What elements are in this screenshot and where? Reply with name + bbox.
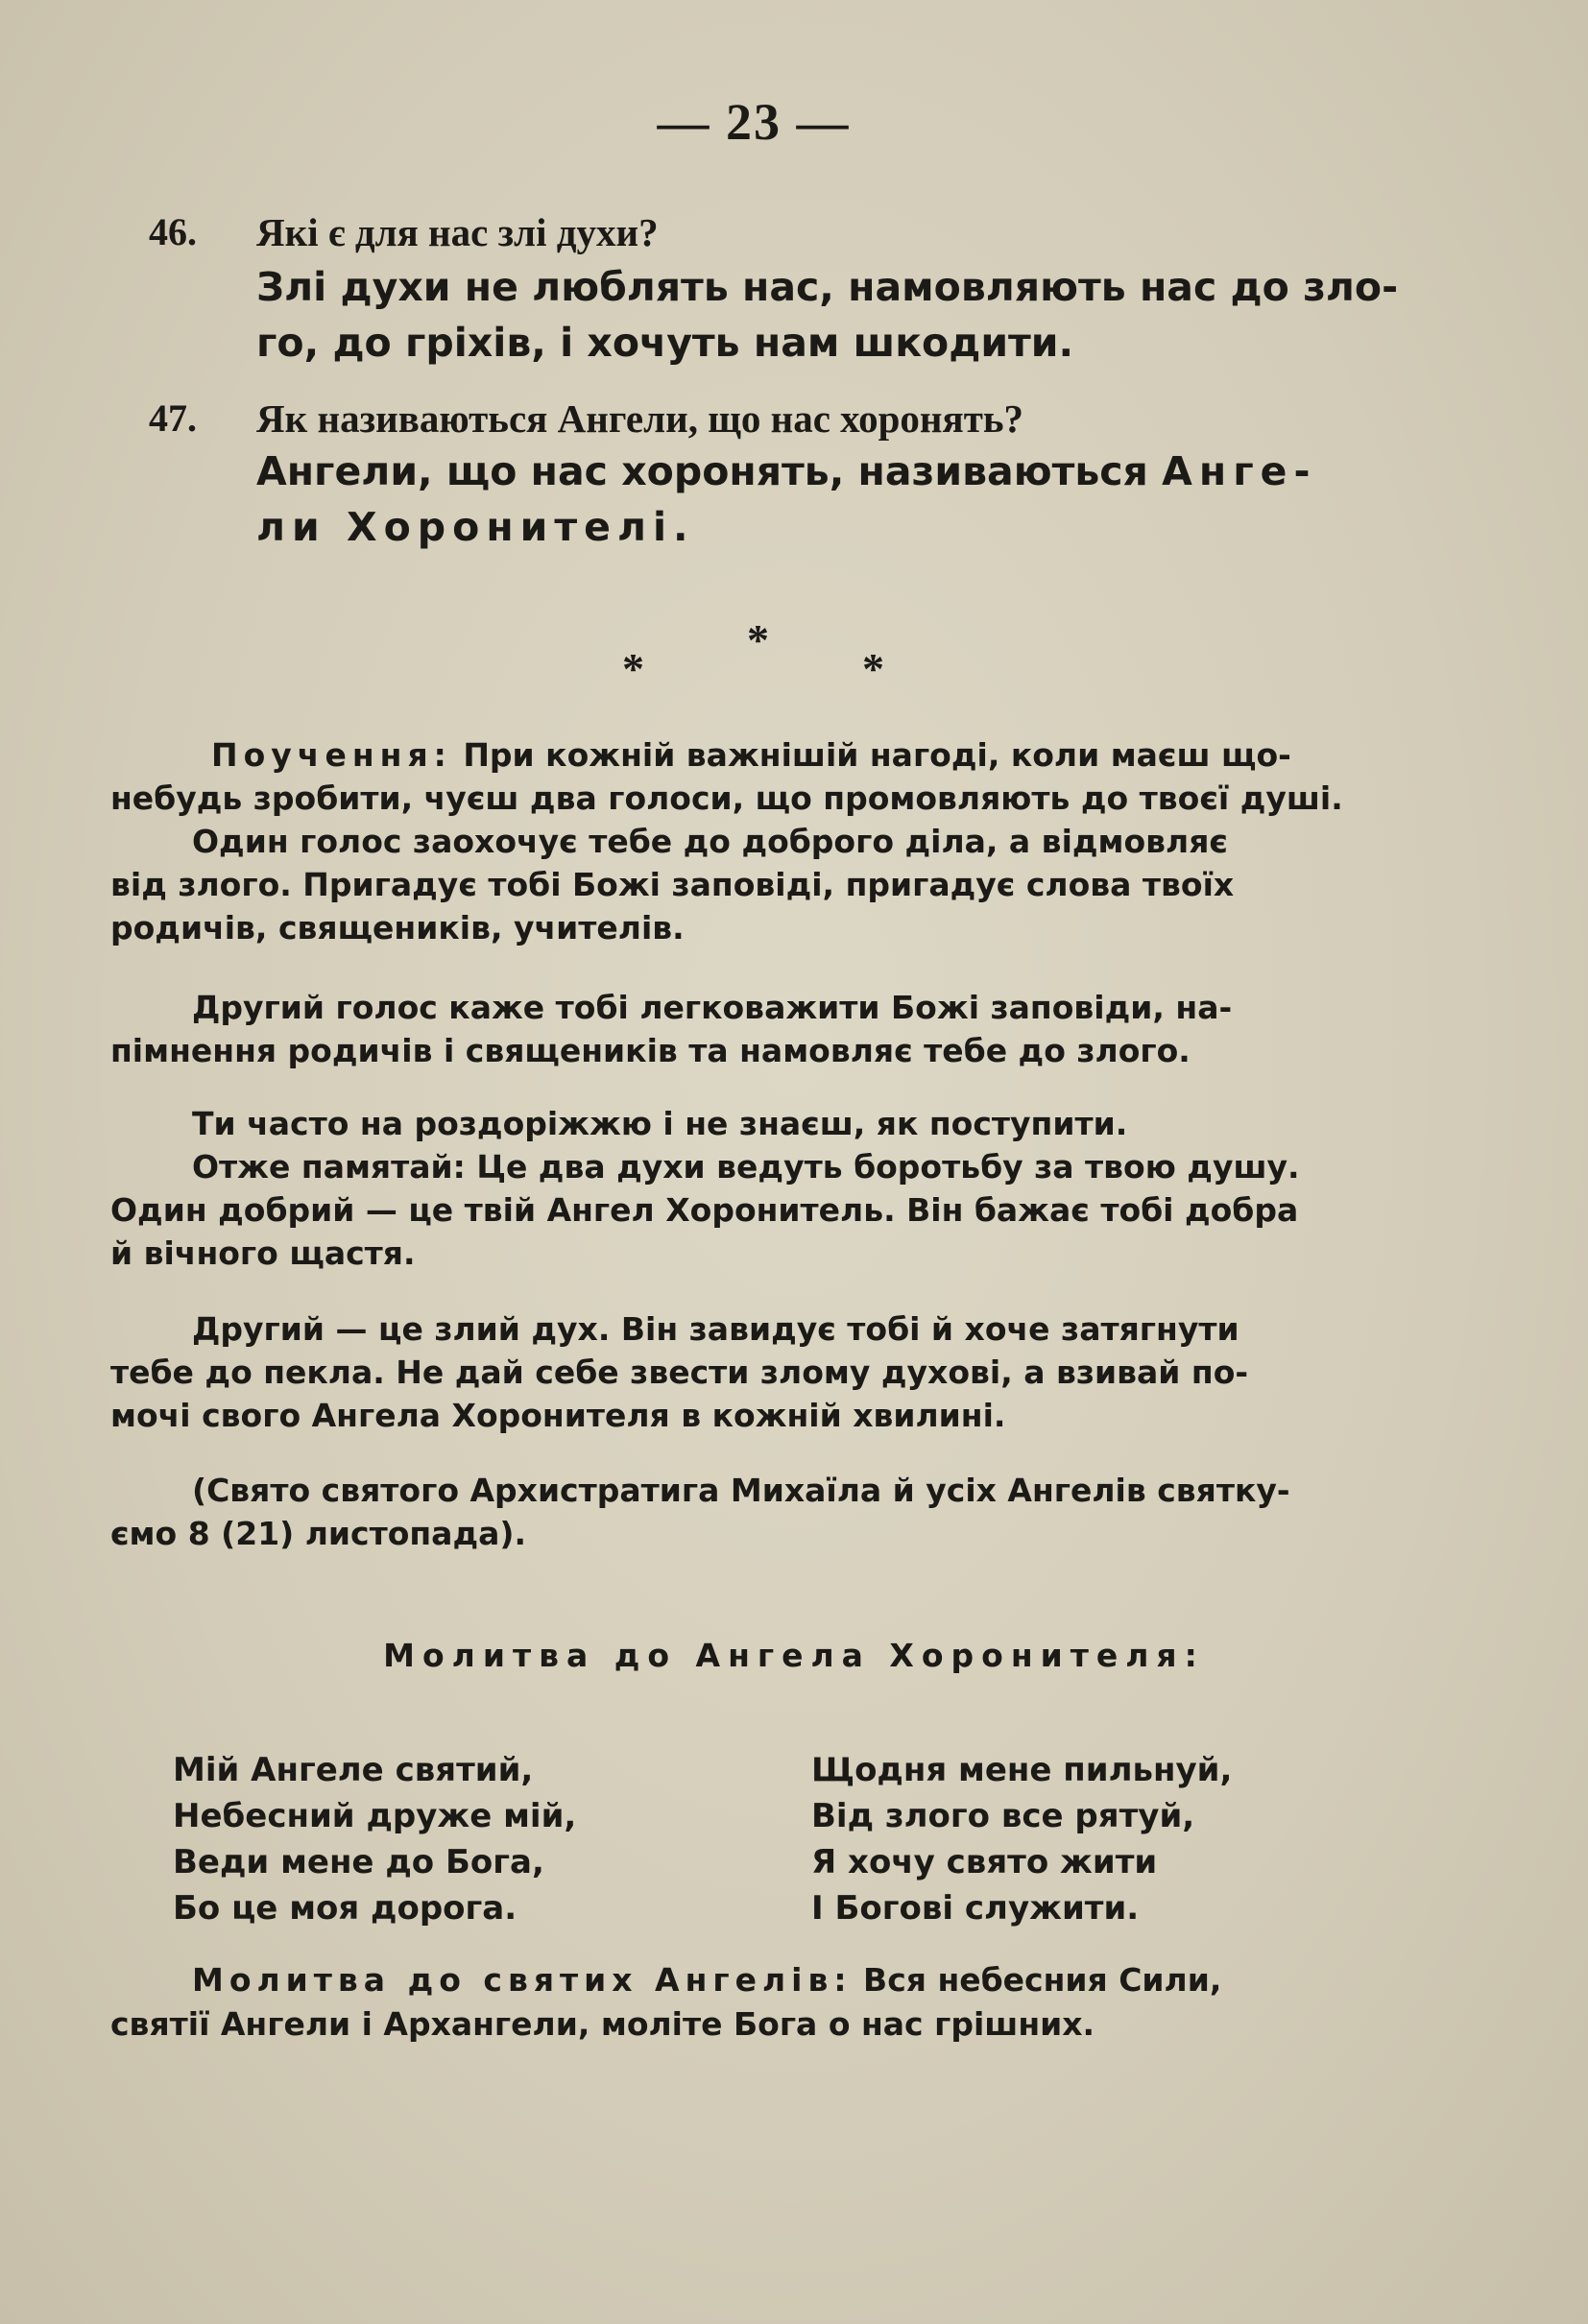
text-line: Ти часто на роздоріжжю і не знаєш, як поступити. — [192, 1105, 1128, 1142]
answer-text — [256, 443, 1408, 555]
final-prayer — [110, 1958, 1397, 2047]
teaching-paragraph-3 — [110, 1102, 1397, 1275]
text-line: (Свято святого Архистратига Михаїла й усіх Ангелів святку- — [192, 1472, 1290, 1509]
page-number: — 23 — — [657, 93, 851, 151]
text-line: святії Ангели і Архангели, моліте Бога о нас грішних. — [110, 2005, 1095, 2043]
text-line: тебе до пекла. Не дай себе звести злому духові, а взивай по- — [110, 1354, 1249, 1391]
verse-left — [173, 1747, 576, 1931]
text-line: й вічного щастя. — [110, 1234, 416, 1272]
verse-line: Я хочу свято жити — [811, 1843, 1158, 1881]
question-number: 46. — [149, 210, 197, 253]
separator-star: * — [622, 644, 644, 693]
teaching-paragraph-2 — [110, 986, 1397, 1072]
verse-line: Мій Ангеле святий, — [173, 1751, 534, 1789]
answer-emphasis: Анге- — [1162, 448, 1317, 494]
text-line: родичів, священиків, учителів. — [110, 909, 685, 946]
text-line — [110, 733, 1397, 777]
answer-line: го, до гріхів, і хочуть нам шкодити. — [256, 320, 1074, 366]
teaching-paragraph-4 — [110, 1307, 1397, 1437]
answer-text — [256, 259, 1408, 371]
text-line: мочі свого Ангела Хоронителя в кожній хвилині. — [110, 1397, 1006, 1434]
verse-line: Бо це моя дорога. — [173, 1889, 517, 1928]
verse-line: І Богові служити. — [811, 1889, 1140, 1928]
answer-part: Ангели, що нас хоронять, називаються — [256, 448, 1163, 494]
teaching-paragraph-5 — [110, 1469, 1397, 1555]
question-number: 47. — [149, 396, 197, 440]
text-line: Один голос заохочує тебе до доброго діла, а відмовляє — [192, 823, 1228, 860]
text-line: Другий голос каже тобі легковажити Божі заповіди, на- — [192, 989, 1233, 1026]
separator-star: * — [862, 644, 884, 693]
text-line: Один добрий — це твій Ангел Хоронитель. Він бажає тобі добра — [110, 1191, 1299, 1229]
verse-line: Від злого все рятуй, — [811, 1797, 1195, 1835]
answer-emphasis-line: ли Хоронителі. — [256, 504, 695, 550]
final-prayer-label: Молитва до святих Ангелів: — [192, 1961, 853, 1999]
text-line: Отже памятай: Це два духи ведуть боротьбу за твою душу. — [192, 1148, 1300, 1186]
text-line: від злого. Пригадує тобі Божі заповіді, пригадує слова твоїх — [110, 866, 1235, 903]
separator-star: * — [747, 615, 769, 664]
prayer-title: Молитва до Ангела Хоронителя: — [383, 1637, 1205, 1674]
question-text: Як називаються Ангели, що нас хоронять? — [256, 396, 1024, 441]
text-line: небудь зробити, чуєш два голоси, що промовляють до твоєї душі. — [110, 779, 1343, 817]
text-fragment: Вся небесния Сили, — [852, 1961, 1222, 1999]
teaching-label: Поучення: — [211, 736, 452, 774]
verse-line: Веди мене до Бога, — [173, 1843, 544, 1881]
verse-line: Небесний друже мій, — [173, 1797, 577, 1835]
question-text: Які є для нас злі духи? — [256, 210, 659, 254]
text-line: ємо 8 (21) листопада). — [110, 1515, 526, 1552]
teaching-paragraph-1 — [110, 733, 1397, 949]
verse-right — [811, 1747, 1232, 1931]
text-line — [110, 1958, 1397, 2002]
answer-line: Злі духи не люблять нас, намовляють нас до зло- — [256, 264, 1399, 310]
answer-line — [256, 443, 1408, 499]
verse-line: Щодня мене пильнуй, — [811, 1751, 1233, 1789]
text-line: пімнення родичів і священиків та намовляє тебе до злого. — [110, 1032, 1191, 1069]
text-fragment: При кожній важнішій нагоді, коли маєш що- — [451, 736, 1291, 774]
text-line: Другий — це злий дух. Він завидує тобі й хоче затягнути — [192, 1310, 1239, 1348]
